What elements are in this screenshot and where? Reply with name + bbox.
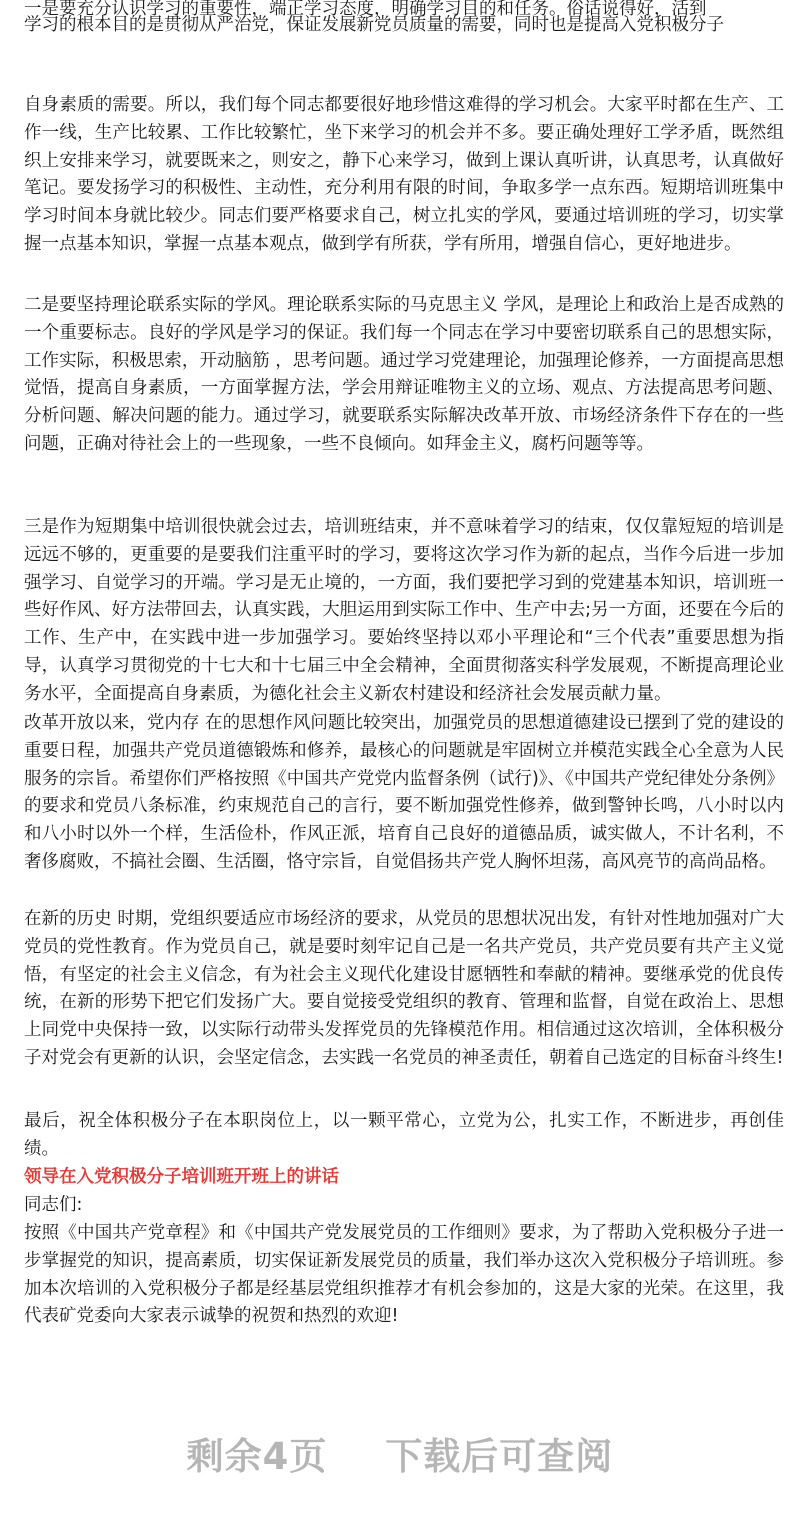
remaining-pages-label[interactable]: 剩余4页	[186, 1435, 328, 1478]
cropped-top-line: 一是要充分认识学习的重要性，端正学习态度，明确学习目的和任务。俗话说得好，活到	[24, 0, 707, 19]
paragraph-6: 在新的历史 时期，党组织要适应市场经济的要求，从党员的思想状况出发，有针对性地加强对广大党员的党性教育。作为党员自己，就是要时刻牢记自己是一名共产党员，共产党员要有共产主义觉悟，有坚定的社会主义信念，有为社会主义现代化建设甘愿牺牲和奉献的精神。要继承党的优良传统，在新的形势下把它们发扬广大。要自觉接受党组织的教育、管理和监督，自觉在政治上、思想上同党中央保持一致，以实际行动带头发挥党员的先锋模范作用。相信通过这次培训，全体积极分子对党会有更新的认识，会坚定信念，去实践一名党员的神圣责任，朝着自己选定的目标奋斗终生!	[24, 909, 784, 1068]
paragraph-1: 学习的根本目的是贯彻从严治党，保证发展新党员质量的需要，同时也是提高入党积极分子	[24, 15, 724, 35]
paragraph-5: 改革开放以来，党内存 在的思想作风问题比较突出，加强党员的思想道德建设已摆到了党的建设的重要日程，加强共产党员道德锻炼和修养，最核心的问题就是牢固树立并模范实践全心全意为人民服务的宗旨。希望你们严格按照《中国共产党党内监督条例（试行)》、《中国共产党纪律处分条例》的要求和党员八条标准，约束规范自己的言行，要不断加强党性修养，做到警钟长鸣，八小时以内和八小时以外一个样，生活俭朴，作风正派，培育自己良好的道德品质，诚实做人，不计名利，不奢侈腐败，不搞社会圈、生活圈，恪守宗旨，自觉倡扬共产党人胸怀坦荡，高风亮节的高尚品格。	[24, 713, 784, 872]
paragraph-3: 二是要坚持理论联系实际的学风。理论联系实际的马克思主义 学风，是理论上和政治上是否成熟的一个重要标志。良好的学风是学习的保证。我们每一个同志在学习中要密切联系自己的思想实际，工作实际，积极思索，开动脑筋 ，思考问题。通过学习党建理论，加强理论修养，一方面提高思想觉悟，提高自身素质，一方面掌握方法，学会用辩证唯物主义的立场、观点、方法提高思考问题、分析问题、解决问题的能力。通过学习，就要联系实际解决改革开放、市场经济条件下存在的一些问题，正确对待社会上的一些现象，一些不良倾向。如拜金主义，腐朽问题等等。	[24, 295, 784, 454]
salutation: 同志们:	[24, 1195, 83, 1215]
paragraph-7: 最后，祝全体积极分子在本职岗位上，以一颗平常心，立党为公，扎实工作，不断进步，再创佳绩。	[24, 1111, 784, 1159]
paragraph-4: 三是作为短期集中培训很快就会过去，培训班结束，并不意味着学习的结束，仅仅靠短短的培训是远远不够的，更重要的是要我们注重平时的学习，要将这次学习作为新的起点，当作今后进一步加强学习、自觉学习的开端。学习是无止境的，一方面，我们要把学习到的党建基本知识，培训班一些好作风、好方法带回去，认真实践，大胆运用到实际工作中、生产中去;另一方面，还要在今后的工作、生产中，在实践中进一步加强学习。要始终坚持以邓小平理论和“三个代表”重要思想为指导，认真学习贯彻党的十七大和十七届三中全会精神，全面贯彻落实科学发展观，不断提高理论业务水平，全面提高自身素质，为德化社会主义新农村建设和经济社会发展贡献力量。	[24, 517, 784, 704]
download-to-view-label[interactable]: 下载后可查阅	[385, 1435, 614, 1478]
download-prompt[interactable]	[0, 1426, 800, 1480]
paragraph-2: 自身素质的需要。所以，我们每个同志都要很好地珍惜这难得的学习机会。大家平时都在生产、工作一线，生产比较累、工作比较繁忙，坐下来学习的机会并不多。要正确处理好工学矛盾，既然组织上安排来学习，就要既来之，则安之，静下心来学习，做到上课认真听讲，认真思考，认真做好笔记。要发扬学习的积极性、主动性，充分利用有限的时间，争取多学一点东西。短期培训班集中学习时间本身就比较少。同志们要严格要求自己，树立扎实的学风，要通过培训班的学习，切实掌握一点基本知识，掌握一点基本观点，做到学有所获，学有所用，增强自信心，更好地进步。	[24, 95, 784, 254]
paragraph-8: 按照《中国共产党章程》和《中国共产党发展党员的工作细则》要求，为了帮助入党积极分子进一步掌握党的知识，提高素质，切实保证新发展党员的质量，我们举办这次入党积极分子培训班。参加本次培训的入党积极分子都是经基层党组织推荐才有机会参加的，这是大家的光荣。在这里，我代表矿党委向大家表示诚挚的祝贺和热烈的欢迎!	[24, 1223, 784, 1327]
speech-heading: 领导在入党积极分子培训班开班上的讲话	[24, 1167, 339, 1187]
